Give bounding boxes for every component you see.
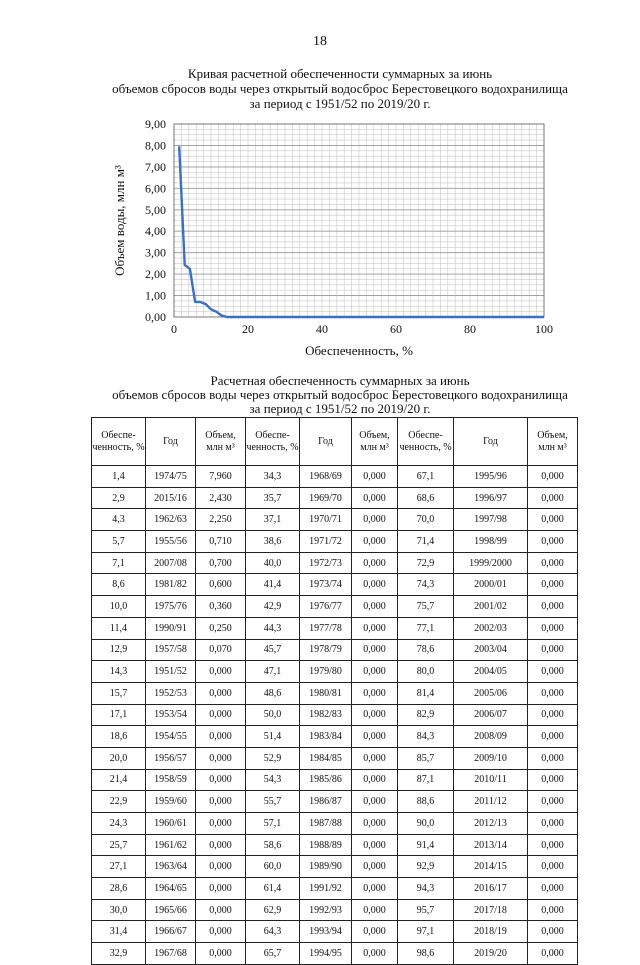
provision-cell: 84,3 (398, 726, 454, 748)
provision-cell: 22,9 (92, 791, 146, 813)
provision-cell: 14,3 (92, 661, 146, 683)
year-cell: 1994/95 (300, 943, 352, 965)
year-cell: 1977/78 (300, 617, 352, 639)
table-row (92, 834, 578, 856)
year-cell: 1963/64 (146, 856, 196, 878)
provision-cell: 87,1 (398, 769, 454, 791)
provision-cell: 67,1 (398, 466, 454, 488)
table-row (92, 704, 578, 726)
x-tick-label: 100 (535, 322, 553, 336)
volume-cell: 0,000 (352, 769, 398, 791)
table-title-line-1: Расчетная обеспеченность суммарных за июнь (210, 373, 470, 388)
provision-cell: 77,1 (398, 617, 454, 639)
year-cell: 1989/90 (300, 856, 352, 878)
volume-cell: 0,000 (528, 639, 578, 661)
year-cell: 1954/55 (146, 726, 196, 748)
volume-cell: 0,000 (352, 791, 398, 813)
year-cell: 1962/63 (146, 509, 196, 531)
year-cell: 1976/77 (300, 596, 352, 618)
volume-cell: 0,000 (528, 747, 578, 769)
volume-cell: 0,000 (196, 834, 246, 856)
provision-cell: 20,0 (92, 747, 146, 769)
year-cell: 1971/72 (300, 531, 352, 553)
volume-cell: 0,000 (196, 856, 246, 878)
year-cell: 1951/52 (146, 661, 196, 683)
provision-cell: 45,7 (246, 639, 300, 661)
volume-cell: 0,000 (352, 531, 398, 553)
provision-cell: 10,0 (92, 596, 146, 618)
header-cell-volume-2: Объем, млн м³ (352, 418, 398, 466)
provision-cell: 90,0 (398, 813, 454, 835)
year-cell: 2016/17 (454, 878, 528, 900)
provision-cell: 32,9 (92, 943, 146, 965)
provision-cell: 18,6 (92, 726, 146, 748)
year-cell: 1965/66 (146, 899, 196, 921)
y-tick-label: 6,00 (145, 181, 166, 196)
year-cell: 1961/62 (146, 834, 196, 856)
provision-cell: 65,7 (246, 943, 300, 965)
year-cell: 1960/61 (146, 813, 196, 835)
year-cell: 1992/93 (300, 899, 352, 921)
provision-cell: 44,3 (246, 617, 300, 639)
year-cell: 1979/80 (300, 661, 352, 683)
page-number: 18 (313, 34, 327, 49)
y-tick-label: 3,00 (145, 245, 166, 260)
year-cell: 1973/74 (300, 574, 352, 596)
year-cell: 2007/08 (146, 552, 196, 574)
year-cell: 1983/84 (300, 726, 352, 748)
year-cell: 1998/99 (454, 531, 528, 553)
volume-cell: 0,000 (528, 466, 578, 488)
volume-cell: 0,360 (196, 596, 246, 618)
volume-cell: 0,000 (352, 487, 398, 509)
provision-cell: 4,3 (92, 509, 146, 531)
provision-cell: 68,6 (398, 487, 454, 509)
year-cell: 1958/59 (146, 769, 196, 791)
year-cell: 2000/01 (454, 574, 528, 596)
year-cell: 1995/96 (454, 466, 528, 488)
year-cell: 1982/83 (300, 704, 352, 726)
year-cell: 1967/68 (146, 943, 196, 965)
provision-cell: 24,3 (92, 813, 146, 835)
year-cell: 1999/2000 (454, 552, 528, 574)
table-row (92, 813, 578, 835)
volume-cell: 0,000 (196, 791, 246, 813)
provision-cell: 88,6 (398, 791, 454, 813)
header-cell-provision-1: Обеспе-ченность, % (92, 418, 146, 466)
volume-cell: 0,000 (352, 466, 398, 488)
volume-cell: 0,000 (528, 921, 578, 943)
table-row (92, 596, 578, 618)
volume-cell: 0,000 (352, 617, 398, 639)
provision-cell: 85,7 (398, 747, 454, 769)
table-row (92, 747, 578, 769)
provision-cell: 92,9 (398, 856, 454, 878)
volume-cell: 0,000 (196, 921, 246, 943)
provision-cell: 8,6 (92, 574, 146, 596)
volume-cell: 0,000 (352, 856, 398, 878)
provision-cell: 54,3 (246, 769, 300, 791)
provision-cell: 17,1 (92, 704, 146, 726)
year-cell: 1981/82 (146, 574, 196, 596)
provision-cell: 2,9 (92, 487, 146, 509)
volume-cell: 0,000 (352, 726, 398, 748)
volume-cell: 0,000 (528, 813, 578, 835)
volume-cell: 0,000 (352, 878, 398, 900)
volume-cell: 0,000 (196, 899, 246, 921)
chart-title-line-3: за период с 1951/52 по 2019/20 г. (249, 96, 431, 111)
volume-cell: 0,710 (196, 531, 246, 553)
volume-cell: 0,000 (352, 813, 398, 835)
year-cell: 2018/19 (454, 921, 528, 943)
header-cell-year-3: Год (454, 418, 528, 466)
chart-title-line-2: объемов сбросов воды через открытый водосброс Берестовецкого водохранилища (112, 81, 568, 96)
x-tick-label: 60 (390, 322, 402, 336)
volume-cell: 0,000 (196, 747, 246, 769)
year-cell: 1985/86 (300, 769, 352, 791)
year-cell: 1986/87 (300, 791, 352, 813)
table-row (92, 682, 578, 704)
provision-cell: 94,3 (398, 878, 454, 900)
y-tick-label: 5,00 (145, 202, 166, 217)
volume-cell: 0,000 (352, 596, 398, 618)
volume-cell: 0,000 (352, 682, 398, 704)
volume-cell: 0,000 (528, 834, 578, 856)
year-cell: 2006/07 (454, 704, 528, 726)
provision-cell: 35,7 (246, 487, 300, 509)
volume-cell: 0,000 (196, 943, 246, 965)
volume-cell: 0,000 (528, 509, 578, 531)
volume-cell: 0,000 (528, 487, 578, 509)
year-cell: 1957/58 (146, 639, 196, 661)
year-cell: 1952/53 (146, 682, 196, 704)
provision-cell: 30,0 (92, 899, 146, 921)
table-row (92, 661, 578, 683)
year-cell: 1968/69 (300, 466, 352, 488)
year-cell: 1978/79 (300, 639, 352, 661)
volume-cell: 0,000 (352, 899, 398, 921)
year-cell: 1974/75 (146, 466, 196, 488)
volume-cell: 0,000 (352, 552, 398, 574)
x-axis-label: Обеспеченность, % (305, 343, 413, 358)
year-cell: 1975/76 (146, 596, 196, 618)
provision-cell: 61,4 (246, 878, 300, 900)
year-cell: 2017/18 (454, 899, 528, 921)
table-row (92, 574, 578, 596)
provision-cell: 21,4 (92, 769, 146, 791)
provision-cell: 11,4 (92, 617, 146, 639)
provision-cell: 1,4 (92, 466, 146, 488)
year-cell: 1966/67 (146, 921, 196, 943)
volume-cell: 0,000 (528, 704, 578, 726)
y-axis-label: Объем воды, млн м³ (112, 165, 127, 276)
table-body (92, 466, 578, 965)
year-cell: 2009/10 (454, 747, 528, 769)
table-title-line-2: объемов сбросов воды через открытый водосброс Берестовецкого водохранилища (112, 387, 568, 402)
volume-cell: 0,000 (196, 769, 246, 791)
volume-cell: 2,250 (196, 509, 246, 531)
volume-cell: 7,960 (196, 466, 246, 488)
provision-cell: 70,0 (398, 509, 454, 531)
year-cell: 1953/54 (146, 704, 196, 726)
volume-cell: 0,000 (352, 747, 398, 769)
y-tick-label: 4,00 (145, 224, 166, 239)
provision-cell: 98,6 (398, 943, 454, 965)
year-cell: 2014/15 (454, 856, 528, 878)
provision-cell: 91,4 (398, 834, 454, 856)
year-cell: 2001/02 (454, 596, 528, 618)
provision-cell: 38,6 (246, 531, 300, 553)
provision-cell: 5,7 (92, 531, 146, 553)
volume-cell: 0,000 (528, 531, 578, 553)
provision-cell: 7,1 (92, 552, 146, 574)
provision-cell: 57,1 (246, 813, 300, 835)
volume-cell: 0,000 (352, 834, 398, 856)
year-cell: 1984/85 (300, 747, 352, 769)
table-row (92, 791, 578, 813)
year-cell: 1969/70 (300, 487, 352, 509)
table-row (92, 726, 578, 748)
volume-cell: 0,600 (196, 574, 246, 596)
year-cell: 1988/89 (300, 834, 352, 856)
provision-cell: 28,6 (92, 878, 146, 900)
volume-cell: 0,000 (196, 682, 246, 704)
volume-cell: 0,000 (352, 921, 398, 943)
year-cell: 2004/05 (454, 661, 528, 683)
provision-cell: 15,7 (92, 682, 146, 704)
volume-cell: 0,000 (196, 661, 246, 683)
provision-cell: 74,3 (398, 574, 454, 596)
header-cell-provision-3: Обеспе-ченность, % (398, 418, 454, 466)
year-cell: 2011/12 (454, 791, 528, 813)
y-tick-label: 0,00 (145, 310, 166, 324)
table-row (92, 552, 578, 574)
table-row (92, 899, 578, 921)
year-cell: 1972/73 (300, 552, 352, 574)
year-cell: 1964/65 (146, 878, 196, 900)
provision-curve-chart (100, 112, 570, 362)
volume-cell: 0,000 (528, 943, 578, 965)
volume-cell: 0,000 (196, 704, 246, 726)
year-cell: 1990/91 (146, 617, 196, 639)
year-cell: 1993/94 (300, 921, 352, 943)
table-row (92, 466, 578, 488)
volume-cell: 0,000 (528, 574, 578, 596)
provision-cell: 62,9 (246, 899, 300, 921)
table-row (92, 617, 578, 639)
year-cell: 1991/92 (300, 878, 352, 900)
provision-cell: 82,9 (398, 704, 454, 726)
table-row (92, 878, 578, 900)
header-cell-volume-3: Объем, млн м³ (528, 418, 578, 466)
provision-cell: 55,7 (246, 791, 300, 813)
year-cell: 1956/57 (146, 747, 196, 769)
year-cell: 2005/06 (454, 682, 528, 704)
provision-cell: 58,6 (246, 834, 300, 856)
provision-cell: 71,4 (398, 531, 454, 553)
table-row (92, 943, 578, 965)
provision-cell: 75,7 (398, 596, 454, 618)
x-tick-label: 80 (464, 322, 476, 336)
provision-cell: 34,3 (246, 466, 300, 488)
volume-cell: 0,070 (196, 639, 246, 661)
volume-cell: 0,000 (528, 552, 578, 574)
y-tick-label: 2,00 (145, 267, 166, 282)
year-cell: 1959/60 (146, 791, 196, 813)
volume-cell: 0,700 (196, 552, 246, 574)
volume-cell: 0,000 (196, 878, 246, 900)
table-row (92, 509, 578, 531)
table-title (90, 374, 590, 416)
volume-cell: 0,000 (528, 791, 578, 813)
provision-cell: 50,0 (246, 704, 300, 726)
year-cell: 1980/81 (300, 682, 352, 704)
year-cell: 2012/13 (454, 813, 528, 835)
year-cell: 1997/98 (454, 509, 528, 531)
x-tick-label: 40 (316, 322, 328, 336)
table-title-line-3: за период с 1951/52 по 2019/20 г. (249, 401, 431, 416)
y-tick-label: 9,00 (145, 117, 166, 131)
provision-cell: 52,9 (246, 747, 300, 769)
table-row (92, 769, 578, 791)
header-cell-year-2: Год (300, 418, 352, 466)
volume-cell: 0,000 (528, 596, 578, 618)
header-cell-volume-1: Объем, млн м³ (196, 418, 246, 466)
provision-cell: 95,7 (398, 899, 454, 921)
provision-cell: 41,4 (246, 574, 300, 596)
provision-cell: 31,4 (92, 921, 146, 943)
year-cell: 2019/20 (454, 943, 528, 965)
year-cell: 2015/16 (146, 487, 196, 509)
volume-cell: 0,000 (528, 617, 578, 639)
header-cell-provision-2: Обеспе-ченность, % (246, 418, 300, 466)
volume-cell: 0,000 (528, 856, 578, 878)
provision-cell: 42,9 (246, 596, 300, 618)
table-header-row (92, 418, 578, 466)
volume-cell: 0,000 (352, 943, 398, 965)
year-cell: 2013/14 (454, 834, 528, 856)
table-row (92, 856, 578, 878)
provision-table (91, 417, 578, 965)
volume-cell: 0,000 (528, 661, 578, 683)
year-cell: 2010/11 (454, 769, 528, 791)
provision-cell: 97,1 (398, 921, 454, 943)
header-cell-year-1: Год (146, 418, 196, 466)
year-cell: 1987/88 (300, 813, 352, 835)
volume-cell: 0,000 (352, 661, 398, 683)
provision-cell: 64,3 (246, 921, 300, 943)
chart-title-line-1: Кривая расчетной обеспеченности суммарных за июнь (187, 66, 493, 81)
provision-cell: 72,9 (398, 552, 454, 574)
volume-cell: 0,000 (352, 509, 398, 531)
year-cell: 2002/03 (454, 617, 528, 639)
provision-cell: 25,7 (92, 834, 146, 856)
y-tick-label: 1,00 (145, 288, 166, 303)
provision-cell: 48,6 (246, 682, 300, 704)
provision-cell: 12,9 (92, 639, 146, 661)
volume-cell: 0,000 (196, 726, 246, 748)
provision-cell: 27,1 (92, 856, 146, 878)
x-tick-label: 0 (171, 322, 177, 336)
year-cell: 1970/71 (300, 509, 352, 531)
volume-cell: 0,000 (352, 639, 398, 661)
table-row (92, 921, 578, 943)
provision-cell: 40,0 (246, 552, 300, 574)
provision-cell: 37,1 (246, 509, 300, 531)
x-tick-label: 20 (242, 322, 254, 336)
provision-cell: 81,4 (398, 682, 454, 704)
year-cell: 2003/04 (454, 639, 528, 661)
provision-cell: 60,0 (246, 856, 300, 878)
volume-cell: 0,000 (528, 726, 578, 748)
chart-title (90, 66, 590, 111)
year-cell: 1996/97 (454, 487, 528, 509)
volume-cell: 0,000 (528, 769, 578, 791)
year-cell: 2008/09 (454, 726, 528, 748)
year-cell: 1955/56 (146, 531, 196, 553)
volume-cell: 0,000 (352, 574, 398, 596)
provision-cell: 51,4 (246, 726, 300, 748)
table-row (92, 531, 578, 553)
provision-cell: 80,0 (398, 661, 454, 683)
y-tick-label: 7,00 (145, 159, 166, 174)
y-tick-label: 8,00 (145, 138, 166, 153)
volume-cell: 2,430 (196, 487, 246, 509)
table-row (92, 487, 578, 509)
volume-cell: 0,000 (196, 813, 246, 835)
table-row (92, 639, 578, 661)
volume-cell: 0,000 (528, 682, 578, 704)
provision-cell: 47,1 (246, 661, 300, 683)
volume-cell: 0,250 (196, 617, 246, 639)
provision-cell: 78,6 (398, 639, 454, 661)
volume-cell: 0,000 (528, 878, 578, 900)
volume-cell: 0,000 (528, 899, 578, 921)
volume-cell: 0,000 (352, 704, 398, 726)
